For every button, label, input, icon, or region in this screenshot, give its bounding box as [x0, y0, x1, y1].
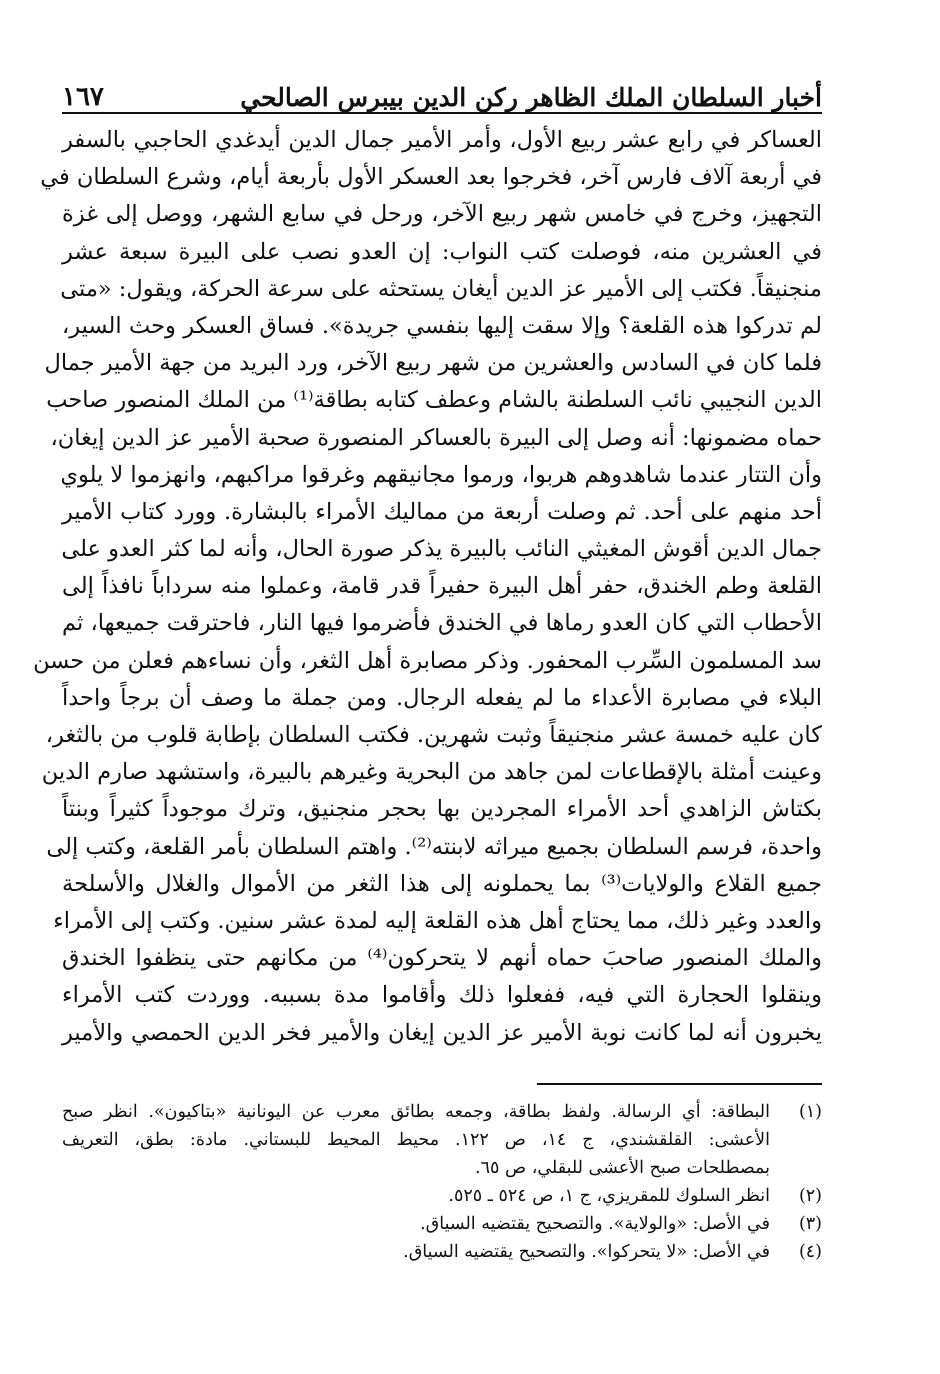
text-line: سد المسلمون السِّرب المحفور. وذكر مصابرة أهل الثغر، وأن نساءهم فعلن من حسن: [33, 647, 822, 674]
running-header: [62, 58, 822, 114]
footnote-line: بمصطلحات صبح الأعشى للبقلي، ص ٦٥.: [475, 1158, 770, 1178]
footnotes: [62, 1098, 822, 1266]
footnote-text: [62, 1238, 770, 1266]
text-line: الأحطاب التي كان العدو رماها في الخندق فأضرموا فيها النار، فاحترقت جميعها، ثم: [62, 610, 822, 637]
text-line: بكتاش الزاهدي أحد الأمراء المجردين بها بحجر منجنيق، وترك موجوداً كثيراً وبنتاً: [62, 796, 822, 823]
footnote-text: [62, 1210, 770, 1238]
text-line: واحدة، فرسم السلطان بجميع ميراثه لابنته⁽²⁾. واهتم السلطان بأمر القلعة، وكتب إلى: [46, 833, 822, 860]
text-line: العساكر في رابع عشر ربيع الأول، وأمر الأمير جمال الدين أيدغدي الحاجبي بالسفر: [62, 127, 822, 153]
footnote: [62, 1182, 822, 1210]
footnote: [62, 1238, 822, 1266]
page-number: ١٦٧: [62, 82, 104, 112]
text-line: جمال الدين أقوش المغيثي النائب بالبيرة يذكر صورة الحال، وأنه لما كثر العدو على: [61, 536, 822, 563]
text-line: البلاء في مصابرة الأعداء ما لم يفعله الرجال. ومن جملة ما وصف أن برجاً واحداً: [62, 684, 822, 711]
text-line: والملك المنصور صاحبَ حماه أنهم لا يتحركون⁽⁴⁾ من مكانهم حتى ينظفوا الخندق: [62, 945, 822, 972]
footnote-number: (٣): [798, 1214, 822, 1234]
text-line: وعينت أمثلة بالإقطاعات لمن جاهد من البحرية وغيرهم بالبيرة، واستشهد صارم الدين: [41, 759, 822, 786]
text-line: في أربعة آلاف فارس آخر، فخرجوا بعد العسكر الأول بأربعة أيام، وشرع السلطان في: [40, 164, 822, 191]
footnote: [62, 1098, 822, 1182]
text-line: وينقلوا الحجارة التي فيه، ففعلوا ذلك وأقاموا مدة بسببه. ووردت كتب الأمراء: [62, 982, 822, 1009]
text-line: كان عليه خمسة عشر منجنيقاً وثبت شهرين. فكتب السلطان بإطابة قلوب من بالثغر،: [45, 722, 822, 748]
text-line: القلعة وطم الخندق، حفر أهل البيرة حفيراً قدر قامة، وعملوا منه سرداباً نافذاً إلى: [62, 573, 822, 600]
text-line: والعدد وغير ذلك، مما يحتاج أهل هذه القلعة إليه لمدة عشر سنين. وكتب إلى الأمراء: [53, 907, 822, 934]
footnote-line: البطاقة: أي الرسالة. ولفظ بطاقة، وجمعه بطائق معرب عن اليونانية «بتاكيون». انظر صبح: [62, 1102, 770, 1122]
footnote-line: انظر السلوك للمقريزي، ج ١، ص ٥٢٤ ـ ٥٢٥.: [448, 1186, 770, 1206]
text-line: وأن التتار عندما شاهدوهم هربوا، ورموا مجانيقهم وغرقوا مراكبهم، وانهزموا لا يلوي: [60, 461, 822, 488]
text-line: منجنيقاً. فكتب إلى الأمير عز الدين أيغان يستحثه على سرعة الحركة، ويقول: «متى: [60, 275, 822, 302]
text-line: لم تدركوا هذه القلعة؟ وإلا سقت إليها بنفسي جريدة». فساق العسكر وحث السير،: [62, 312, 822, 339]
footnote-text: [62, 1098, 770, 1182]
footnote-separator: [537, 1083, 822, 1085]
footnote-number: (٢): [798, 1186, 822, 1206]
text-line: حماه مضمونها: أنه وصل إلى البيرة بالعساكر المنصورة صحبة الأمير عز الدين إيغان،: [50, 424, 822, 451]
text-line: أحد منهم على أحد. ثم وصلت أربعة من مماليك الأمراء بالبشارة. وورد كتاب الأمير: [62, 498, 822, 525]
footnote-line: الأعشى: القلقشندي، ج ١٤، ص ١٢٢. محيط المحيط للبستاني. مادة: بطق، التعريف: [62, 1130, 770, 1150]
text-line: الدين النجيبي نائب السلطنة بالشام وعطف كتابه بطاقة⁽¹⁾ من الملك المنصور صاحب: [46, 387, 822, 414]
footnote-number: (٤): [798, 1242, 822, 1262]
text-line: في العشرين منه، فوصلت كتب النواب: إن العدو نصب على البيرة سبعة عشر: [62, 238, 822, 265]
running-title: أخبار السلطان الملك الظاهر ركن الدين بيبرس الصالحي: [240, 83, 822, 112]
text-line: يخبرون أنه لما كانت نوبة الأمير عز الدين إيغان والأمير فخر الدين الحمصي والأمير: [62, 1019, 822, 1046]
book-page: [33, 58, 823, 1318]
footnote-text: [62, 1182, 770, 1210]
footnote-line: في الأصل: «والولاية». والتصحيح يقتضيه السياق.: [420, 1214, 770, 1234]
text-line: فلما كان في السادس والعشرين من شهر ربيع الآخر، ورد البريد من جهة الأمير جمال: [44, 350, 822, 377]
body-text: [33, 122, 823, 1052]
footnote: [62, 1210, 822, 1238]
footnote-number: (١): [798, 1102, 822, 1122]
footnote-line: في الأصل: «لا يتحركوا». والتصحيح يقتضيه السياق.: [403, 1242, 770, 1262]
text-line: التجهيز، وخرج في خامس شهر ربيع الآخر، ورحل في سابع الشهر، ووصل إلى غزة: [62, 201, 822, 228]
text-line: جميع القلاع والولايات⁽³⁾ بما يحملونه إلى هذا الثغر من الأموال والغلال والأسلحة: [62, 870, 823, 897]
